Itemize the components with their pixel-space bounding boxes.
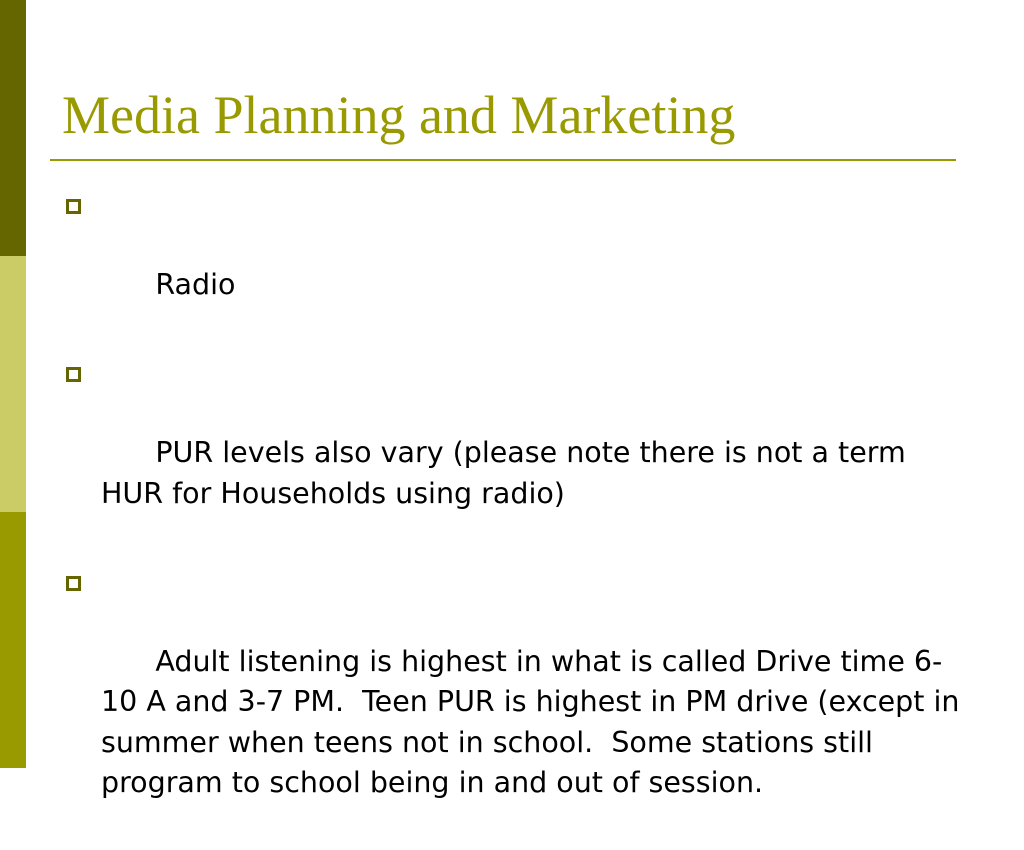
hollow-square-bullet-icon xyxy=(66,199,81,214)
title-divider xyxy=(50,159,956,161)
bullet-text: Adult listening is highest in what is called Drive time 6-10 A and 3-7 PM. Teen PUR is highest in PM drive (except in summer when teens not in school. Some stations still program to school being in and out of session. xyxy=(101,644,969,799)
bullet-text: PUR levels also vary (please note there is not a term HUR for Households using radio) xyxy=(101,436,915,510)
bullet-item xyxy=(62,184,962,346)
bullet-text: Radio xyxy=(155,268,236,301)
sidebar-middle-segment xyxy=(0,256,26,512)
bullet-item xyxy=(62,561,969,845)
bullet-item xyxy=(62,352,962,555)
slide-title: Media Planning and Marketing xyxy=(62,85,736,145)
sidebar-top-segment xyxy=(0,0,26,256)
hollow-square-bullet-icon xyxy=(66,367,81,382)
hollow-square-bullet-icon xyxy=(66,576,81,591)
bullet-list xyxy=(62,184,969,850)
sidebar-bottom-segment xyxy=(0,512,26,768)
